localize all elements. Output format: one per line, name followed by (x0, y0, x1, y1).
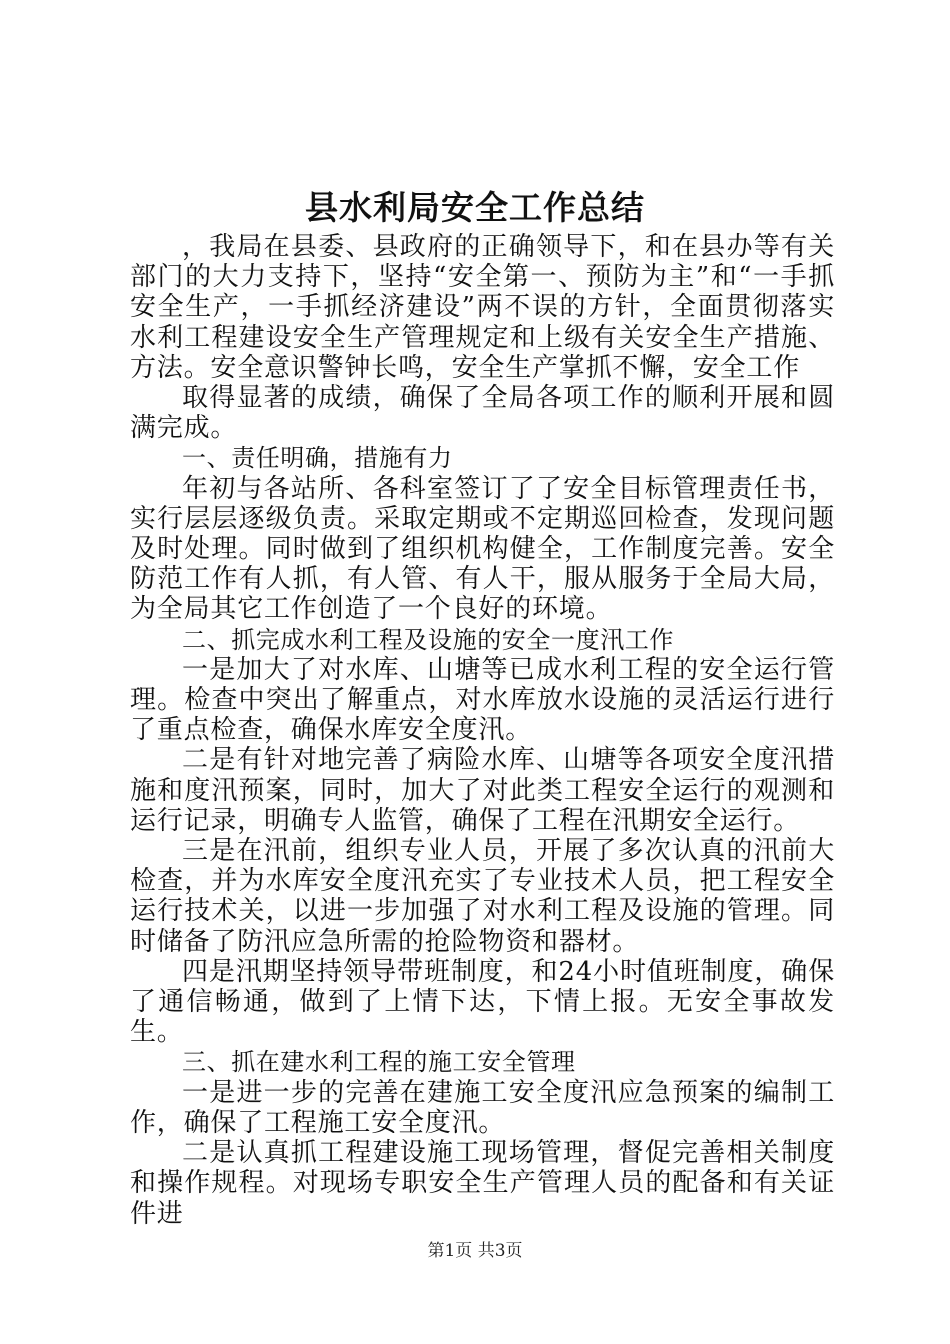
paragraph-intro: ，我局在县委、县政府的正确领导下，和在县办等有关部门的大力支持下，坚持“安全第一、预防为主”和“一手抓安全生产，一手抓经济建设”两不误的方针，全面贯彻落实水利工程建设安全生产管理规定和上级有关安全生产措施、方法。安全意识警钟长鸣，安全生产掌抓不懈，安全工作 (130, 232, 835, 383)
paragraph-item-4: 四是汛期坚持领导带班制度，和24小时值班制度，确保了通信畅通，做到了上情下达，下情上报。无安全事故发生。 (130, 956, 835, 1048)
paragraph-responsibility: 年初与各站所、各科室签订了了安全目标管理责任书，实行层层逐级负责。采取定期或不定期巡回检查，发现问题及时处理。同时做到了组织机构健全，工作制度完善。安全防范工作有人抓，有人管、有人干，服从服务于全局大局，为全局其它工作创造了一个良好的环境。 (130, 473, 835, 625)
paragraph-construction-1: 一是进一步的完善在建施工安全度汛应急预案的编制工作，确保了工程施工安全度汛。 (130, 1077, 835, 1138)
document-body (130, 232, 835, 1229)
section-heading-1: 一、责任明确，措施有力 (182, 444, 453, 473)
paragraph-item-2: 二是有针对地完善了病险水库、山塘等各项安全度汛措施和度汛预案，同时，加大了对此类工程安全运行的观测和运行记录，明确专人监管，确保了工程在汛期安全运行。 (130, 745, 835, 836)
paragraph-construction-2: 二是认真抓工程建设施工现场管理，督促完善相关制度和操作规程。对现场专职安全生产管理人员的配备和有关证件进 (130, 1138, 835, 1229)
page-footer: 第1页 共3页 (427, 1241, 523, 1261)
section-heading-2: 二、抓完成水利工程及设施的安全一度汛工作 (182, 625, 674, 654)
paragraph-item-1: 一是加大了对水库、山塘等已成水利工程的安全运行管理。检查中突出了解重点，对水库放水设施的灵活运行进行了重点检查，确保水库安全度汛。 (130, 654, 835, 746)
section-heading-3: 三、抓在建水利工程的施工安全管理 (182, 1048, 576, 1077)
paragraph-achievement: 取得显著的成绩，确保了全局各项工作的顺利开展和圆满完成。 (130, 383, 835, 444)
document-title: 县水利局安全工作总结 (305, 188, 645, 227)
paragraph-item-3: 三是在汛前，组织专业人员，开展了多次认真的汛前大检查，并为水库安全度汛充实了专业技术人员，把工程安全运行技术关，以进一步加强了对水利工程及设施的管理。同时储备了防汛应急所需的抢险物资和器材。 (130, 836, 835, 957)
